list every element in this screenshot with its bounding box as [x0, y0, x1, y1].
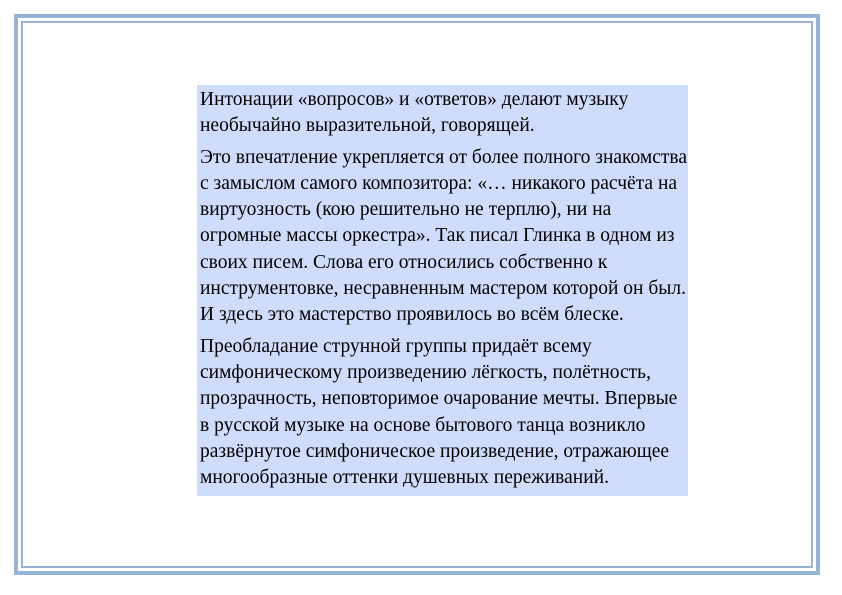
- paragraph-3: Преобладание струнной группы придаёт всему симфоническому произведению лёгкость, полётность, прозрачность, неповторимое очарование мечты. Впервые в русской музыке на основе бытового танца возникло развёрнутое симфоническое произведение, отражающее многообразные оттенки душевных переживаний.: [200, 335, 678, 489]
- paragraph-2: Это впечатление укрепляется от более полного знакомства с замыслом самого композитора: «… никакого расчёта на виртуозность (кою решительно не терплю), ни на огромные массы оркестра». Так писал Глинка в одном из своих писем. Слова его относились собственно к инструментовке, несравненным мастером которой он был. И здесь это мастерство проявилось во всём блеске.: [200, 146, 688, 326]
- text-block: [197, 85, 688, 496]
- paragraph-1: Интонации «вопросов» и «ответов» делают музыку необычайно выразительной, говорящей.: [200, 89, 629, 137]
